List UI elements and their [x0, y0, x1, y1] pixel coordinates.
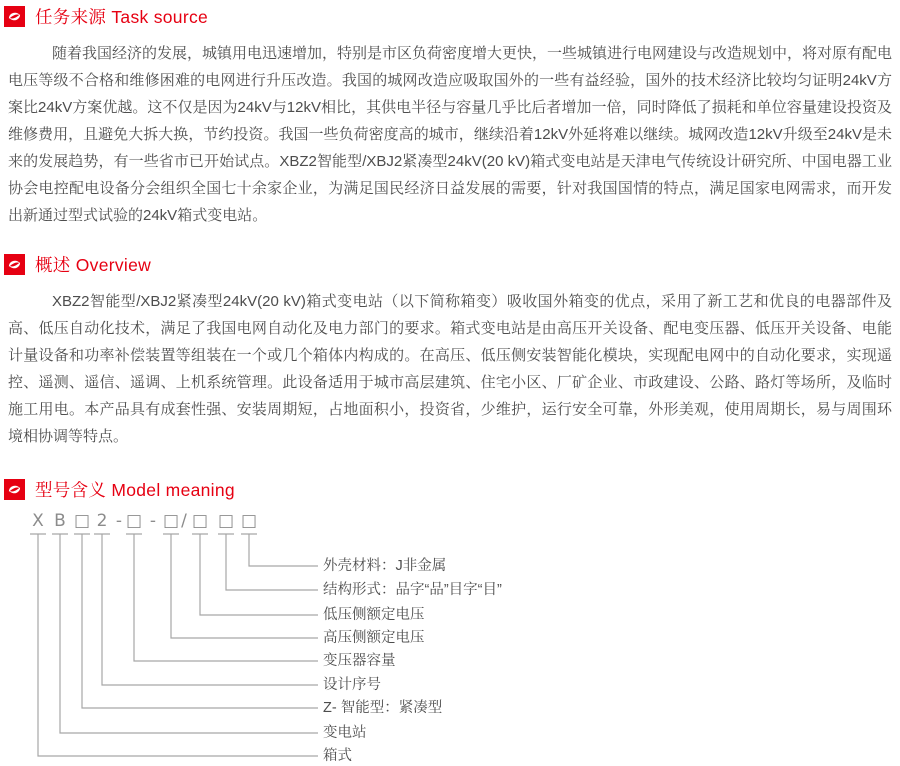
task-source-paragraph: 随着我国经济的发展，城镇用电迅速增加，特别是市区负荷密度增大更快，一些城镇进行电网建设与改造规划中，将对原有配电电压等级不合格和维修困难的电网进行升压改造。我国的城网改造应吸取国外的一些有益经验，国外的技术经济比较均匀证明24kV方案比24kV方案优越。这不仅是因为24kV与12kV相比，其供电半径与容量几乎比后者增加一倍，同时降低了损耗和单位容量建设投资及维修费用，且避免大拆大换，节约投资。我国一些负荷密度高的城市，继续沿着12kV外延将难以继续。城网改造12kV升级至24kV是未来的发展趋势，有一些省市已开始试点。XBZ2智能型/XBJ2紧凑型24kV(20 kV)箱式变电站是天津电气传统设计研究所、中国电器工业协会电控配电设备分会组织全国七十余家企业，为满足国民经济日益发展的需要，针对我国国情的特点，满足国家电网需求，而开发出新通过型式试验的24kV箱式变电站。 — [8, 45, 893, 224]
model-box-symbol: □ — [73, 511, 91, 531]
model-symbol: X — [32, 511, 44, 531]
model-label-hv-rated-voltage: 高压侧额定电压 — [323, 630, 425, 646]
model-diagram — [0, 508, 900, 764]
section-header-task-source — [4, 4, 900, 29]
model-box-symbol: □ — [217, 511, 235, 531]
section-header-overview — [4, 252, 900, 277]
model-box-symbol: □ — [191, 511, 209, 531]
model-dash-symbol: - — [115, 511, 123, 531]
section-header-model-meaning — [4, 477, 900, 502]
model-dash-symbol: - — [149, 511, 157, 531]
model-label-design-serial: 设计序号 — [323, 677, 381, 693]
model-symbol: B — [54, 511, 66, 531]
overview-paragraph: XBZ2智能型/XBJ2紧凑型24kV(20 kV)箱式变电站（以下简称箱变）吸收国外箱变的优点，采用了新工艺和优良的电器部件及高、低压自动化技术，满足了我国电网自动化及电力部门的要求。箱式变电站是由高压开关设备、配电变压器、低压开关设备、电能计量设备和功率补偿装置等组装在一个或几个箱体内构成的。在高压、低压侧安装智能化模块，实现配电网中的自动化要求，实现遥控、遥测、遥信、遥调、上机系统管理。此设备适用于城市高层建筑、住宅小区、厂矿企业、市政建设、公路、路灯等场所，及临时施工用电。本产品具有成套性强、安装周期短，占地面积小，投资省，少维护，运行安全可靠，外形美观，使用周期长，易与周围环境相协调等特点。 — [8, 293, 892, 445]
model-label-z-intelligent: Z- 智能型：紧凑型 — [323, 700, 443, 716]
model-label-shell-material: 外壳材料：J非金属 — [323, 558, 447, 574]
model-connector-lines — [0, 508, 900, 764]
section-title-overview: 概述 Overview — [35, 255, 152, 275]
model-box-symbol: □ — [162, 511, 180, 531]
page — [0, 4, 900, 764]
brand-logo-icon — [4, 254, 25, 275]
model-label-transformer-capacity: 变压器容量 — [323, 653, 396, 669]
model-label-lv-rated-voltage: 低压侧额定电压 — [323, 607, 425, 623]
brand-logo-icon — [4, 6, 25, 27]
model-label-structure-form: 结构形式：品字“品”目字“目” — [323, 582, 502, 598]
model-slash-symbol: / — [181, 511, 187, 531]
model-box-symbol: □ — [240, 511, 258, 531]
section-title-task-source: 任务来源 Task source — [35, 7, 209, 27]
section-title-model-meaning: 型号含义 Model meaning — [35, 480, 235, 500]
model-label-box-type: 箱式 — [323, 748, 352, 764]
model-symbol: 2 — [96, 511, 108, 531]
brand-logo-icon — [4, 479, 25, 500]
model-label-substation: 变电站 — [323, 725, 367, 741]
model-box-symbol: □ — [125, 511, 143, 531]
